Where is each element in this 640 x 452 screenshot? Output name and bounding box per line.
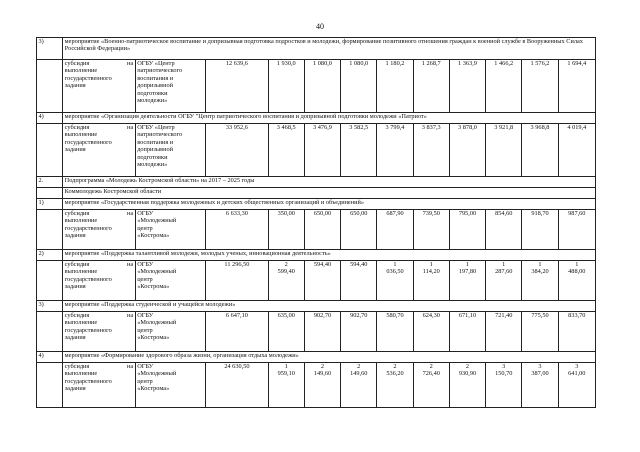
event-title: Подпрограмма «Молодежь Костромской области» на 2017 – 2025 годы — [63, 177, 596, 188]
year-amount-line: 2 — [284, 261, 288, 268]
subsidy-line: выполнение — [64, 67, 98, 75]
data-row — [37, 60, 596, 113]
organization-line: центр — [137, 275, 153, 283]
year-amount: 3 799,4 — [377, 124, 413, 177]
year-amount — [522, 363, 558, 408]
organization-line: ОГБУ — [137, 261, 154, 268]
year-amount: 1 576,2 — [522, 60, 558, 113]
year-amount: 580,70 — [377, 312, 413, 352]
year-amount-line: 3 — [538, 363, 542, 370]
year-amount-line: 2 — [393, 363, 397, 370]
year-amount: 1 363,9 — [449, 60, 485, 113]
year-amount: 650,00 — [304, 210, 340, 250]
organization-line: ОГБУ — [137, 312, 154, 319]
year-amount — [449, 363, 485, 408]
subsidy-line: субсидия на — [64, 124, 134, 131]
subsidy-line: субсидия на — [64, 261, 134, 268]
organization-line: «Молодежный — [137, 319, 177, 327]
row-number: 3) — [37, 301, 63, 312]
year-amount-line: 150,70 — [495, 370, 513, 378]
event-row — [37, 177, 596, 188]
year-amount-line: 2 — [320, 363, 325, 370]
subsidy-label — [63, 60, 136, 113]
year-amount: 624,30 — [413, 312, 449, 352]
organization-line: молодежи» — [137, 161, 168, 169]
event-row — [37, 38, 596, 60]
total-amount: 12 639,6 — [206, 60, 268, 113]
event-row — [37, 188, 596, 199]
subsidy-line: субсидия на — [64, 210, 134, 217]
year-amount — [486, 363, 522, 408]
organization-line: центр — [137, 224, 153, 232]
event-title: мероприятие «Военно-патриотическое воспитание и допризывная подготовка подростков и молодежи, формирование позитивного отношения граждан к военной службе в Вооруженных Силах Российской Федерации» — [63, 38, 596, 60]
year-amount: 902,70 — [304, 312, 340, 352]
year-amount-line: 2 — [357, 363, 361, 370]
year-amount: 3 837,3 — [413, 124, 449, 177]
year-amount-line: 1 — [393, 261, 397, 268]
data-row — [37, 210, 596, 250]
year-amount: 721,40 — [486, 312, 522, 352]
year-amount — [413, 363, 449, 408]
year-amount: 650,00 — [341, 210, 377, 250]
subsidy-line: выполнение — [64, 131, 98, 139]
subsidy-line: выполнение — [64, 370, 98, 378]
event-row — [37, 199, 596, 210]
year-amount-line: 1 — [502, 261, 506, 268]
event-title: мероприятие «Формирование здорового образа жизни, организация отдыха молодежи» — [63, 352, 596, 363]
subsidy-line: субсидия на — [64, 312, 134, 319]
year-amount: 3 468,5 — [268, 124, 304, 177]
year-amount-line: 2 — [465, 363, 470, 370]
year-amount: 795,00 — [449, 210, 485, 250]
year-amount — [377, 363, 413, 408]
subsidy-line: субсидия на — [64, 363, 134, 370]
organization-line: ОГБУ — [137, 363, 154, 370]
organization-label — [135, 210, 206, 250]
event-title: мероприятие «Государственная поддержка молодежных и детских общественных организаций и объединений» — [63, 199, 596, 210]
year-amount-line: 287,60 — [495, 268, 513, 276]
year-amount: 594,40 — [341, 261, 377, 301]
row-number-empty — [37, 60, 63, 113]
organization-line: ОГБУ «Центр — [137, 124, 175, 131]
organization-line: «Молодежный — [137, 268, 177, 276]
organization-line: патриотического — [137, 67, 183, 75]
data-row — [37, 363, 596, 408]
year-amount: 987,60 — [558, 210, 595, 250]
year-amount-line: 641,00 — [568, 370, 586, 378]
year-amount: 918,70 — [522, 210, 558, 250]
year-amount: 3 476,9 — [304, 124, 340, 177]
row-number-empty — [37, 312, 63, 352]
total-amount: 6 647,10 — [206, 312, 268, 352]
organization-line: ОГБУ «Центр — [137, 60, 175, 67]
year-amount: 1 080,0 — [341, 60, 377, 113]
year-amount: 671,10 — [449, 312, 485, 352]
year-amount: 687,90 — [377, 210, 413, 250]
year-amount-line: 3 — [502, 363, 506, 370]
year-amount-line: 036,50 — [386, 268, 404, 276]
subsidy-line: задания — [64, 232, 86, 240]
total-amount: 33 952,6 — [206, 124, 268, 177]
year-amount — [558, 363, 595, 408]
subsidy-line: выполнение — [64, 217, 98, 225]
subsidy-line: государственного — [64, 74, 112, 82]
event-row — [37, 352, 596, 363]
year-amount: 854,60 — [486, 210, 522, 250]
row-number: 1) — [37, 199, 63, 210]
total-amount: 6 633,30 — [206, 210, 268, 250]
year-amount: 775,50 — [522, 312, 558, 352]
year-amount: 3 968,8 — [522, 124, 558, 177]
subsidy-line: государственного — [64, 138, 112, 146]
year-amount: 4 019,4 — [558, 124, 595, 177]
year-amount: 1 180,2 — [377, 60, 413, 113]
row-number: 2) — [37, 250, 63, 261]
year-amount: 1 268,7 — [413, 60, 449, 113]
year-amount-line: 930,90 — [458, 370, 477, 378]
row-number-empty — [37, 363, 63, 408]
event-row — [37, 301, 596, 312]
year-amount-line: 3 — [575, 363, 579, 370]
year-amount-line: 149,60 — [350, 370, 368, 378]
year-amount-line: 1 — [538, 261, 542, 268]
subsidy-line: государственного — [64, 377, 112, 385]
subsidy-line: задания — [64, 385, 86, 393]
year-amount — [449, 261, 485, 301]
subsidy-label — [63, 312, 136, 352]
organization-line: «Молодежный — [137, 217, 177, 225]
year-amount-line: 1 — [284, 363, 288, 370]
year-amount: 739,50 — [413, 210, 449, 250]
year-amount-line: 1 — [429, 261, 433, 268]
organization-line: воспитания и — [137, 74, 174, 82]
total-amount: 11 296,50 — [206, 261, 268, 301]
year-amount: 3 582,5 — [341, 124, 377, 177]
year-amount: 594,40 — [304, 261, 340, 301]
year-amount: 1 930,0 — [268, 60, 304, 113]
subsidy-label — [63, 261, 136, 301]
organization-line: «Кострома» — [137, 232, 170, 240]
year-amount-line: 1 — [575, 261, 579, 268]
subsidy-label — [63, 124, 136, 177]
event-title: мероприятие «Организация деятельности ОГБУ "Центр патриотического воспитания и допризывной подготовки молодежи «Патриот» — [63, 113, 596, 124]
year-amount: 3 878,0 — [449, 124, 485, 177]
organization-line: «Молодежный — [137, 370, 177, 378]
row-number: 4) — [37, 113, 63, 124]
organization-line: допризывной — [137, 146, 174, 154]
year-amount-line: 197,80 — [458, 268, 477, 276]
year-amount — [522, 261, 558, 301]
row-number-empty — [37, 261, 63, 301]
year-amount-line: 536,20 — [386, 370, 404, 378]
organization-line: ОГБУ — [137, 210, 154, 217]
year-amount — [486, 261, 522, 301]
year-amount-line: 726,40 — [422, 370, 440, 378]
year-amount-line: 384,20 — [531, 268, 549, 276]
subsidy-line: государственного — [64, 326, 112, 334]
year-amount: 902,70 — [341, 312, 377, 352]
organization-label — [135, 261, 206, 301]
year-amount-line: 599,40 — [277, 268, 295, 276]
year-amount-line: 488,00 — [568, 268, 586, 276]
year-amount-line: 149,60 — [313, 370, 332, 378]
subsidy-line: задания — [64, 283, 86, 291]
event-row — [37, 113, 596, 124]
subsidy-line: субсидия на — [64, 60, 134, 67]
year-amount-line: 387,00 — [531, 370, 549, 378]
organization-line: подготовки — [137, 89, 168, 97]
row-number-empty — [37, 124, 63, 177]
organization-label — [135, 312, 206, 352]
year-amount-line: 2 — [429, 363, 433, 370]
organization-line: воспитания и — [137, 138, 174, 146]
subsidy-line: задания — [64, 334, 86, 342]
total-amount: 24 630,50 — [206, 363, 268, 408]
year-amount-line: 1 — [465, 261, 470, 268]
year-amount: 350,00 — [268, 210, 304, 250]
organization-line: «Кострома» — [137, 385, 170, 393]
subsidy-line: выполнение — [64, 268, 98, 276]
year-amount: 3 921,8 — [486, 124, 522, 177]
event-title: Коммолодежь Костромской области — [63, 188, 596, 199]
year-amount — [268, 261, 304, 301]
subsidy-label — [63, 363, 136, 408]
year-amount — [341, 363, 377, 408]
organization-line: «Кострома» — [137, 334, 170, 342]
organization-label — [135, 60, 206, 113]
row-number: 4) — [37, 352, 63, 363]
organization-line: молодежи» — [137, 97, 168, 105]
subsidy-line: государственного — [64, 224, 112, 232]
year-amount: 1 466,2 — [486, 60, 522, 113]
organization-label — [135, 124, 206, 177]
year-amount-line: 114,20 — [422, 268, 440, 276]
event-row — [37, 250, 596, 261]
event-title: мероприятие «Поддержка талантливой молодежи, молодых ученых, инновационная деятельность» — [63, 250, 596, 261]
data-row — [37, 124, 596, 177]
subsidy-label — [63, 210, 136, 250]
organization-label — [135, 363, 206, 408]
organization-line: центр — [137, 377, 153, 385]
page-number: 40 — [316, 22, 324, 31]
table-body — [37, 38, 596, 408]
data-row — [37, 312, 596, 352]
budget-table — [36, 37, 596, 408]
row-number — [37, 188, 63, 199]
year-amount — [304, 363, 340, 408]
year-amount: 635,00 — [268, 312, 304, 352]
organization-line: «Кострома» — [137, 283, 170, 291]
subsidy-line: государственного — [64, 275, 112, 283]
subsidy-line: задания — [64, 82, 86, 90]
organization-line: подготовки — [137, 153, 168, 161]
year-amount: 833,70 — [558, 312, 595, 352]
row-number-empty — [37, 210, 63, 250]
year-amount: 1 080,0 — [304, 60, 340, 113]
organization-line: центр — [137, 326, 153, 334]
organization-line: допризывной — [137, 82, 174, 90]
row-number: 2. — [37, 177, 63, 188]
year-amount — [413, 261, 449, 301]
subsidy-line: задания — [64, 146, 86, 154]
year-amount-line: 959,10 — [277, 370, 295, 378]
year-amount — [558, 261, 595, 301]
row-number: 3) — [37, 38, 63, 60]
event-title: мероприятие «Поддержка студенческой и учащейся молодежи» — [63, 301, 596, 312]
data-row — [37, 261, 596, 301]
year-amount — [268, 363, 304, 408]
subsidy-line: выполнение — [64, 319, 98, 327]
year-amount — [377, 261, 413, 301]
year-amount: 1 694,4 — [558, 60, 595, 113]
organization-line: патриотического — [137, 131, 183, 139]
